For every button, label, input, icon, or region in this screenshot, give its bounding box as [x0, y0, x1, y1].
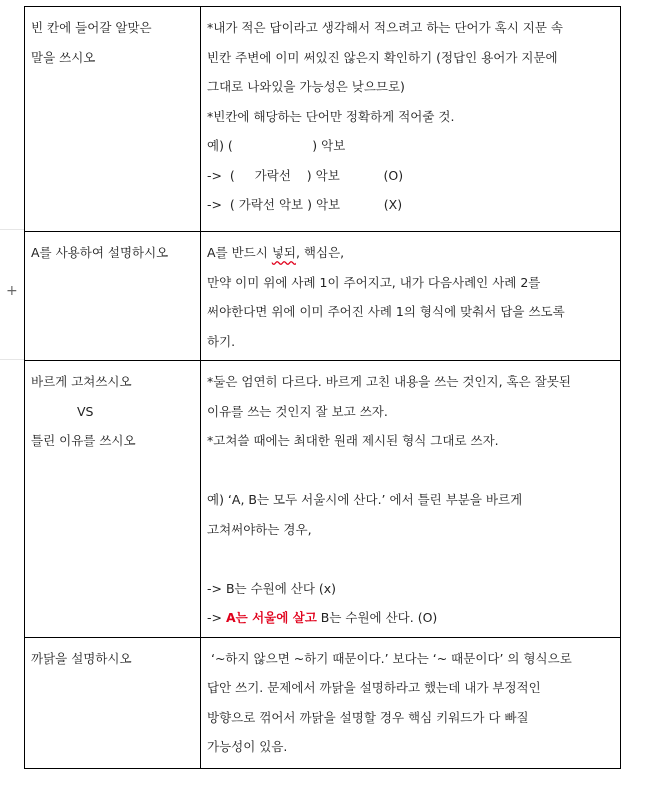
- term-text: 까닭을 설명하시오: [31, 650, 132, 666]
- table-row: [25, 232, 621, 361]
- table-row: [25, 361, 621, 638]
- term-text: 바르게 고쳐쓰시오: [31, 374, 132, 389]
- tip-text: ‘~하지 않으면 ~하기 때문이다.’ 보다는 ‘~ 때문이다’ 의 형식으로: [207, 650, 572, 666]
- tip-text: 빈칸 주변에 이미 써있진 않은지 확인하기 (정답인 용어가 지문에: [207, 49, 558, 65]
- tip-text: 하기.: [207, 333, 236, 349]
- term-text: 틀린 이유를 쓰시오: [31, 433, 136, 448]
- tip-text: *고쳐쓸 때에는 최대한 원래 제시된 형식 그대로 쓰자.: [207, 433, 499, 448]
- highlight-text: A는 서울에 살고: [225, 610, 317, 625]
- term-text: A를 사용하여 설명하시오: [31, 245, 169, 260]
- example-text: 예) ‘A, B는 모두 서울시에 산다.’ 에서 틀린 부분을 바르게: [207, 492, 523, 507]
- row-guide-line: [0, 229, 24, 230]
- tip-text: *둘은 엄연히 다르다. 바르게 고친 내용을 쓰는 것인지, 혹은 잘못된: [207, 374, 571, 389]
- tip-text: 이유를 쓰는 것인지 잘 보고 쓰자.: [207, 403, 388, 419]
- tip-text: *빈칸에 해당하는 단어만 정확하게 적어줄 것.: [207, 108, 455, 124]
- tip-text: 써야한다면 위에 이미 주어진 사례 1의 형식에 맞춰서 답을 쓰도록: [207, 304, 565, 319]
- example-text: 고쳐써야하는 경우,: [207, 521, 312, 537]
- example-wrong: -> B는 수원에 산다 (x): [207, 580, 337, 596]
- term-cell[interactable]: [25, 361, 201, 638]
- tip-cell[interactable]: [201, 232, 621, 361]
- vs-text: VS: [77, 403, 94, 419]
- term-text: 말을 쓰시오: [31, 49, 96, 65]
- spellcheck-mark: 넣되: [271, 245, 296, 260]
- tip-text: 만약 이미 위에 사례 1이 주어지고, 내가 다음사례인 사례 2를: [207, 274, 541, 290]
- tip-cell[interactable]: [201, 361, 621, 638]
- example-correct: [207, 603, 614, 633]
- term-cell[interactable]: [25, 232, 201, 361]
- tip-text: 방향으로 꺾어서 까닭을 설명할 경우 핵심 키워드가 다 빠질: [207, 709, 529, 725]
- example-correct: -> ( 가락선 ) 악보 (O): [207, 167, 404, 183]
- tip-text-part: A를 반드시: [207, 245, 272, 260]
- tip-text: [207, 238, 614, 268]
- term-text: 빈 칸에 들어갈 알맞은: [31, 20, 152, 35]
- blank-line: [207, 456, 614, 486]
- tip-text: 답안 쓰기. 문제에서 까닭을 설명하라고 했는데 내가 부정적인: [207, 680, 541, 695]
- add-row-icon[interactable]: +: [6, 283, 18, 299]
- tips-table: [24, 6, 621, 769]
- example-wrong: -> ( 가락선 악보 ) 악보 (X): [207, 197, 403, 212]
- tip-cell[interactable]: [201, 637, 621, 768]
- tip-text: 가능성이 있음.: [207, 739, 288, 754]
- tip-text: 그대로 나와있을 가능성은 낮으므로): [207, 79, 405, 94]
- tip-text: *내가 적은 답이라고 생각해서 적으려고 하는 단어가 혹시 지문 속: [207, 20, 563, 35]
- table-row: [25, 637, 621, 768]
- tip-text-part: B는 수원에 산다. (O): [316, 610, 438, 625]
- tip-cell[interactable]: [201, 7, 621, 232]
- term-cell[interactable]: [25, 637, 201, 768]
- arrow-text: ->: [207, 610, 226, 625]
- term-cell[interactable]: [25, 7, 201, 232]
- row-guide-line: [0, 359, 24, 360]
- example-text: 예) ( ) 악보: [207, 138, 346, 153]
- blank-line: [207, 544, 614, 574]
- tip-text-part: , 핵심은,: [295, 245, 345, 260]
- table-row: [25, 7, 621, 232]
